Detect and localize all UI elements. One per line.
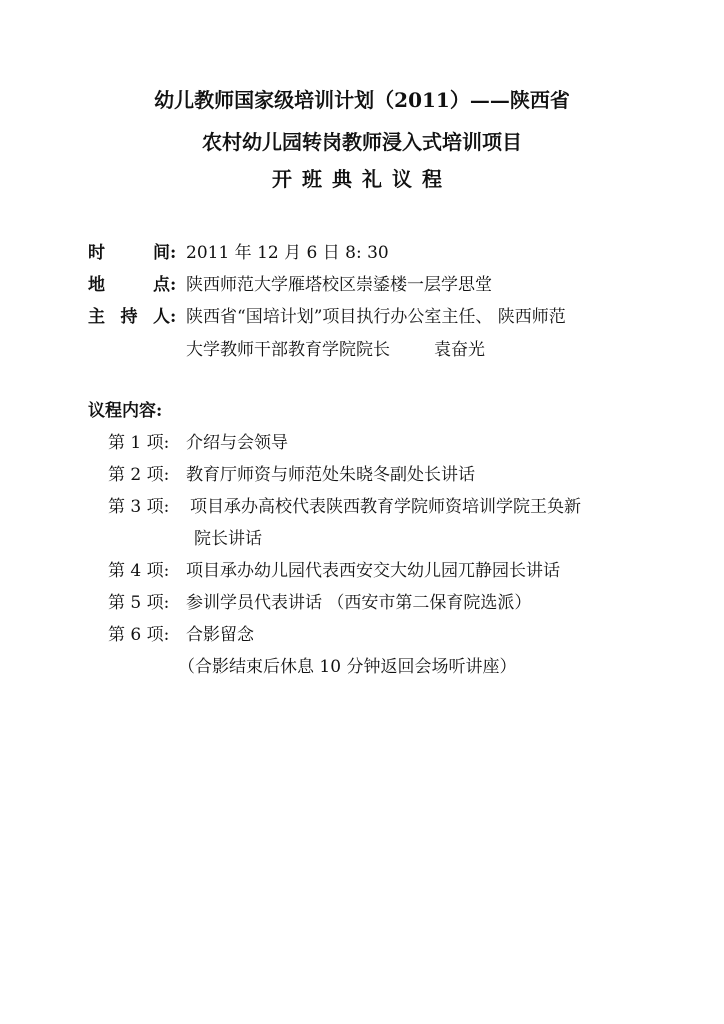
agenda-item-3-text: 项目承办高校代表陕西教育学院师资培训学院王奂新 (190, 497, 581, 517)
agenda-heading: 议程内容: (88, 401, 163, 421)
agenda-item-2-text: 教育厅师资与师范处朱晓冬副处长讲话 (186, 465, 475, 485)
title-line-2: 农村幼儿园转岗教师浸入式培训项目 (202, 130, 522, 154)
host-label-group (88, 305, 176, 329)
title-line-3: 开班典礼议程 (272, 167, 452, 191)
place-label: 地点 (88, 275, 170, 295)
place-colon: : (170, 275, 177, 295)
host-title: 大学教师干部教育学院院长 (186, 340, 390, 360)
agenda-item-1-label: 第 1 项: (108, 433, 170, 453)
host-name: 袁奋光 (434, 340, 485, 360)
agenda-item-3-text-line-2: 院长讲话 (194, 529, 262, 549)
host-label: 主持人 (88, 307, 170, 327)
agenda-item-1-text: 介绍与会领导 (186, 433, 288, 453)
agenda-item-3-label: 第 3 项: (108, 497, 170, 517)
agenda-note: （合影结束后休息 10 分钟返回会场听讲座） (178, 657, 517, 677)
title-line-1: 幼儿教师国家级培训计划（2011）——陕西省 (154, 88, 570, 112)
agenda-item-4-label: 第 4 项: (108, 561, 170, 581)
time-label: 时间 (88, 243, 170, 263)
agenda-item-4-text: 项目承办幼儿园代表西安交大幼儿园兀静园长讲话 (186, 561, 560, 581)
time-value: 2011 年 12 月 6 日 8: 30 (186, 243, 389, 263)
agenda-item-5-text: 参训学员代表讲话 （西安市第二保育院选派） (186, 593, 532, 613)
host-value-line-2 (186, 338, 485, 362)
place-value: 陕西师范大学雁塔校区崇鋈楼一层学思堂 (186, 275, 492, 295)
agenda-item-5-label: 第 5 项: (108, 593, 170, 613)
agenda-item-6-label: 第 6 项: (108, 625, 170, 645)
agenda-item-6-text: 合影留念 (186, 625, 254, 645)
time-label-group (88, 241, 176, 265)
time-colon: : (170, 243, 177, 263)
host-colon: : (170, 307, 177, 327)
host-value-line-1: 陕西省“国培计划”项目执行办公室主任、 陕西师范 (186, 307, 566, 327)
agenda-item-2-label: 第 2 项: (108, 465, 170, 485)
place-label-group (88, 273, 176, 297)
